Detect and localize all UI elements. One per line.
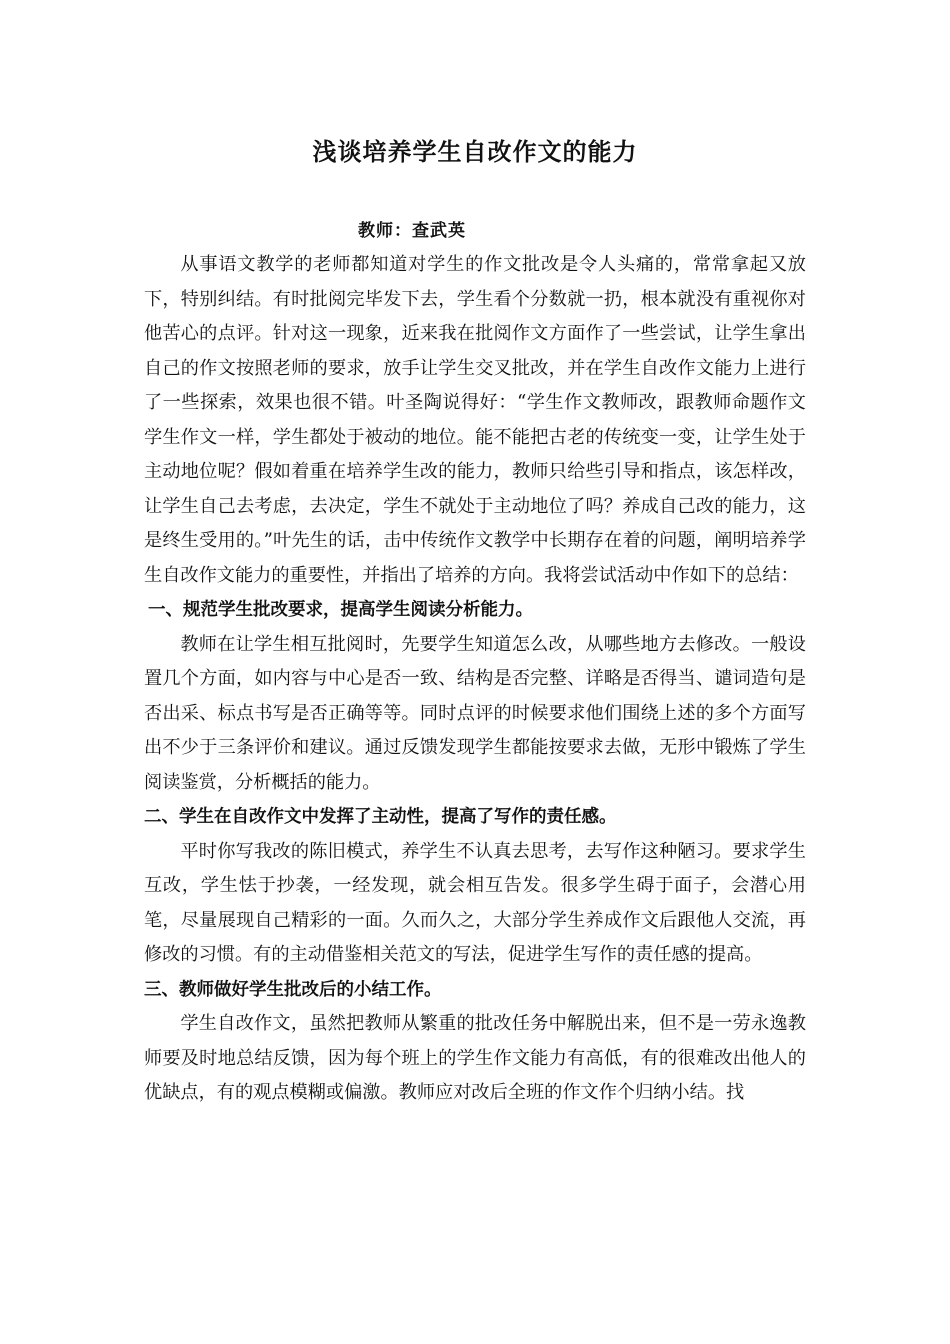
author-line: 教师：查武英	[358, 221, 466, 241]
section-heading-3: 三、教师做好学生批改后的小结工作。	[144, 979, 442, 1000]
intro-paragraph: 从事语文教学的老师都知道对学生的作文批改是令人头痛的，常常拿起又放下，特别纠结。有时批阅完毕发下去，学生看个分数就一扔，根本就没有重视你对他苦心的点评。针对这一现象，近来我在批阅作文方面作了一些尝试，让学生拿出自己的作文按照老师的要求，放手让学生交叉批改，并在学生自改作文能力上进行了一些探索，效果也很不错。叶圣陶说得好：“学生作文教师改，跟教师命题作文学生作文一样，学生都处于被动的地位。能不能把古老的传统变一变，让学生处于主动地位呢？假如着重在培养学生改的能力，教师只给些引导和指点，该怎样改，让学生自己去考虑，去决定，学生不就处于主动地位了吗？养成自己改的能力，这是终生受用的。”叶先生的话，击中传统作文教学中长期存在着的问题，阐明培养学生自改作文能力的重要性，并指出了培养的方向。我将尝试活动中作如下的总结：	[144, 254, 806, 586]
section-paragraph-3: 学生自改作文，虽然把教师从繁重的批改任务中解脱出来，但不是一劳永逸教师要及时地总结反馈，因为每个班上的学生作文能力有高低，有的很难改出他人的优缺点，有的观点模糊或偏激。教师应对改后全班的作文作个归纳小结。找	[144, 1013, 806, 1103]
section-heading-2: 二、学生在自改作文中发挥了主动性，提高了写作的责任感。	[144, 807, 617, 827]
section-paragraph-2: 平时你写我改的陈旧模式，养学生不认真去思考，去写作这种陋习。要求学生互改，学生怯于抄袭，一经发现，就会相互告发。很多学生碍于面子，会潜心用笔，尽量展现自己精彩的一面。久而久之，大部分学生养成作文后跟他人交流，再修改的习惯。有的主动借鉴相关范文的写法，促进学生写作的责任感的提高。	[144, 840, 806, 965]
document-body	[144, 248, 806, 1111]
section-paragraph-1: 教师在让学生相互批阅时，先要学生知道怎么改，从哪些地方去修改。一般设置几个方面，如内容与中心是否一致、结构是否完整、详略是否得当、谴词造句是否出采、标点书写是否正确等等。同时点评的时候要求他们围绕上述的多个方面写出不少于三条评价和建议。通过反馈发现学生都能按要求去做，无形中锻炼了学生阅读鉴赏，分析概括的能力。	[144, 633, 806, 793]
section-heading-1: 一、规范学生批改要求，提高学生阅读分析能力。	[148, 600, 533, 620]
document-title: 浅谈培养学生自改作文的能力	[312, 138, 638, 166]
